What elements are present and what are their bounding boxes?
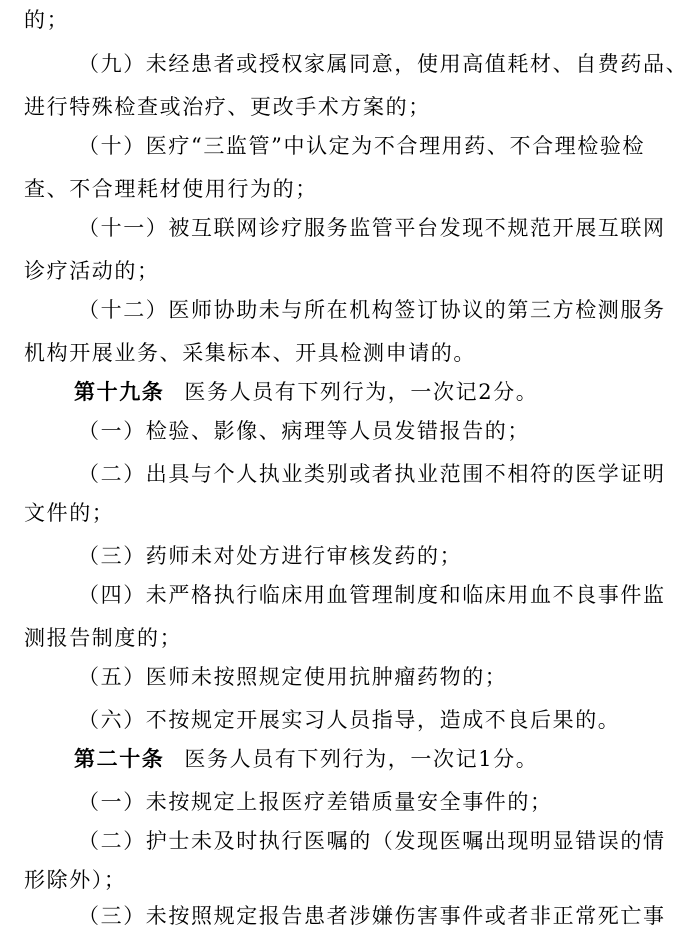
- text-line: （三）药师未对处方进行审核发药的；: [78, 544, 463, 568]
- text-line: （十二）医师协助未与所在机构签订协议的第三方检测服务: [78, 298, 666, 322]
- text-line: 测报告制度的；: [24, 626, 183, 650]
- text-line: （五）医师未按照规定使用抗肿瘤药物的；: [78, 665, 508, 689]
- text-line: （六）不按规定开展实习人员指导，造成不良后果的。: [78, 708, 621, 732]
- article-text: 医务人员有下列行为，一次记1分。: [184, 747, 539, 771]
- article-heading: [0, 741, 699, 777]
- text-line: （二）护士未及时执行医嘱的（发现医嘱出现明显错误的情: [78, 829, 666, 853]
- article-text: 医务人员有下列行为，一次记2分。: [184, 380, 539, 404]
- article-heading: [0, 374, 699, 410]
- text-line: （二）出具与个人执业类别或者执业范围不相符的医学证明: [78, 462, 666, 486]
- text-line: （一）未按规定上报医疗差错质量安全事件的；: [78, 790, 553, 814]
- text-line: 的；: [24, 8, 70, 32]
- text-line: 文件的；: [24, 501, 115, 525]
- text-line: 机构开展业务、采集标本、开具检测申请的。: [24, 341, 476, 365]
- text-line: （一）检验、影像、病理等人员发错报告的；: [78, 419, 530, 443]
- text-line: 诊疗活动的；: [24, 259, 160, 283]
- article-number: 第十九条: [74, 380, 165, 404]
- text-line: （十）医疗“三监管”中认定为不合理用药、不合理检验检: [78, 134, 646, 158]
- text-line: （三）未按照规定报告患者涉嫌伤害事件或者非正常死亡事: [78, 904, 666, 928]
- article-number: 第二十条: [74, 747, 165, 771]
- text-line: （十一）被互联网诊疗服务监管平台发现不规范开展互联网: [78, 216, 666, 240]
- text-line: （四）未严格执行临床用血管理制度和临床用血不良事件监: [78, 583, 666, 607]
- text-line: （九）未经患者或授权家属同意，使用高值耗材、自费药品、: [78, 52, 689, 76]
- text-line: 形除外）；: [24, 868, 127, 892]
- text-line: 查、不合理耗材使用行为的；: [24, 177, 318, 201]
- text-line: 进行特殊检查或治疗、更改手术方案的；: [24, 95, 431, 119]
